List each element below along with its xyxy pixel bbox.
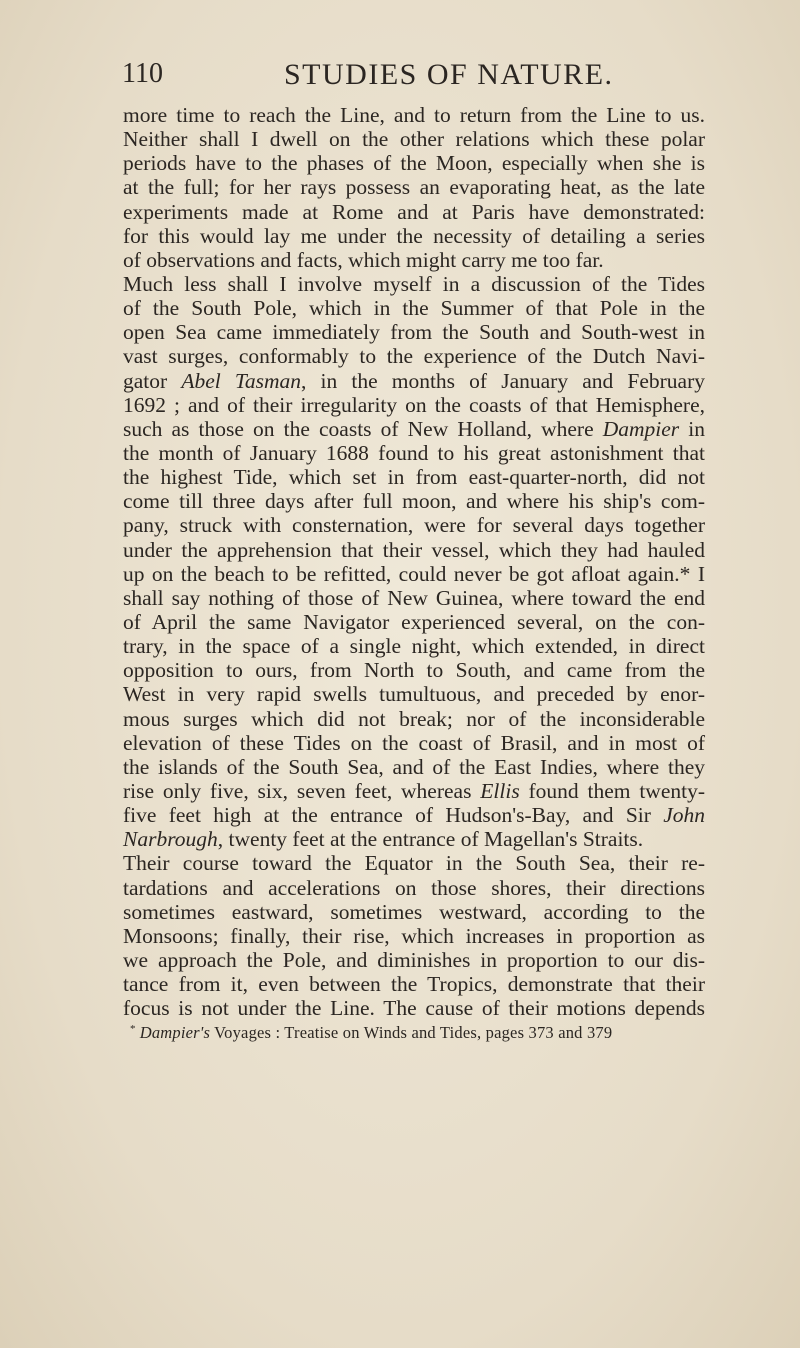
- text-line: the highest Tide, which set in from east-quarter-north, did not: [123, 465, 705, 490]
- text-line: West in very rapid swells tumultuous, and preceded by enor-: [123, 682, 705, 707]
- text-line: of April the same Navigator experienced several, on the con-: [123, 609, 705, 634]
- text-segment: gator: [123, 368, 182, 393]
- text-line: elevation of these Tides on the coast of Brasil, and in most of: [123, 730, 705, 755]
- footnote-author: Dampier's: [139, 1023, 211, 1042]
- text-line: tance from it, even between the Tropics, demonstrate that their: [123, 972, 705, 997]
- footnote: [130, 1023, 700, 1043]
- text-line: Neither shall I dwell on the other relations which these polar: [123, 127, 705, 152]
- text-line: open Sea came immediately from the South and South-west in: [123, 320, 705, 345]
- person-name: Narbrough: [123, 827, 218, 852]
- footnote-mark: *: [130, 1023, 136, 1035]
- text-line: more time to reach the Line, and to return from the Line to us.: [123, 103, 705, 127]
- text-line: up on the beach to be refitted, could never be got afloat again.* I: [123, 561, 705, 586]
- text-line: the month of January 1688 found to his great astonishment that: [123, 440, 705, 465]
- text-segment: found them twenty-: [519, 778, 705, 803]
- text-segment: rise only five, six, seven feet, whereas: [123, 778, 481, 803]
- text-line: focus is not under the Line. The cause of their motions depends: [123, 996, 705, 1021]
- person-name: Abel Tasman: [181, 368, 301, 393]
- text-line: for this would lay me under the necessity of detailing a series: [123, 223, 705, 248]
- text-segment: in: [679, 416, 705, 441]
- text-line: vast surges, conformably to the experience of the Dutch Navi-: [123, 344, 705, 369]
- text-line: tardations and accelerations on those shores, their directions: [123, 875, 705, 900]
- text-line: trary, in the space of a single night, which extended, in direct: [123, 634, 705, 659]
- text-line: Monsoons; finally, their rise, which increases in proportion as: [123, 923, 705, 948]
- text-segment: five feet high at the entrance of Hudson's-Bay, and Sir: [123, 803, 664, 828]
- person-name: Dampier: [602, 416, 680, 441]
- person-name: Ellis: [480, 778, 520, 803]
- text-line-mixed: [123, 369, 705, 393]
- text-line: shall say nothing of those of New Guinea, where toward the end: [123, 585, 705, 610]
- text-segment: , in the months of January and February: [300, 368, 706, 393]
- running-title: STUDIES OF NATURE.: [284, 58, 614, 91]
- text-line: under the apprehension that their vessel, which they had hauled: [123, 537, 705, 562]
- text-line: of the South Pole, which in the Summer of that Pole in the: [123, 296, 705, 321]
- text-segment: , twenty feet at the entrance of Magellan's Straits.: [217, 827, 644, 852]
- text-line: we approach the Pole, and diminishes in proportion to our dis-: [123, 947, 705, 972]
- text-line: Much less shall I involve myself in a discussion of the Tides: [123, 271, 705, 296]
- text-line-mixed: [123, 779, 705, 803]
- text-line: at the full; for her rays possess an evaporating heat, as the late: [123, 175, 705, 200]
- text-line-mixed: [123, 803, 705, 827]
- page-header: [122, 58, 712, 98]
- text-line: opposition to ours, from North to South, and came from the: [123, 658, 705, 683]
- body-text: [123, 103, 705, 1020]
- page-number: 110: [122, 58, 163, 89]
- text-line: of observations and facts, which might carry me too far.: [123, 247, 604, 272]
- person-name: John: [663, 803, 705, 828]
- text-segment: such as those on the coasts of New Holland, where: [123, 416, 603, 441]
- text-line: come till three days after full moon, and where his ship's com-: [123, 489, 705, 514]
- text-line-mixed: [123, 827, 705, 851]
- text-line: pany, struck with consternation, were for several days together: [123, 513, 705, 538]
- text-line: periods have to the phases of the Moon, especially when she is: [123, 151, 705, 176]
- text-line: sometimes eastward, sometimes westward, according to the: [123, 899, 705, 924]
- text-line: mous surges which did not break; nor of the inconsiderable: [123, 706, 705, 731]
- footnote-text: Voyages : Treatise on Winds and Tides, pages 373 and 379: [210, 1023, 613, 1042]
- text-line: the islands of the South Sea, and of the East Indies, where they: [123, 754, 705, 779]
- text-line-mixed: [123, 417, 705, 441]
- text-line: experiments made at Rome and at Paris have demonstrated:: [123, 199, 705, 224]
- text-line: 1692 ; and of their irregularity on the coasts of that Hemisphere,: [123, 392, 705, 417]
- text-line: Their course toward the Equator in the South Sea, their re-: [123, 851, 705, 876]
